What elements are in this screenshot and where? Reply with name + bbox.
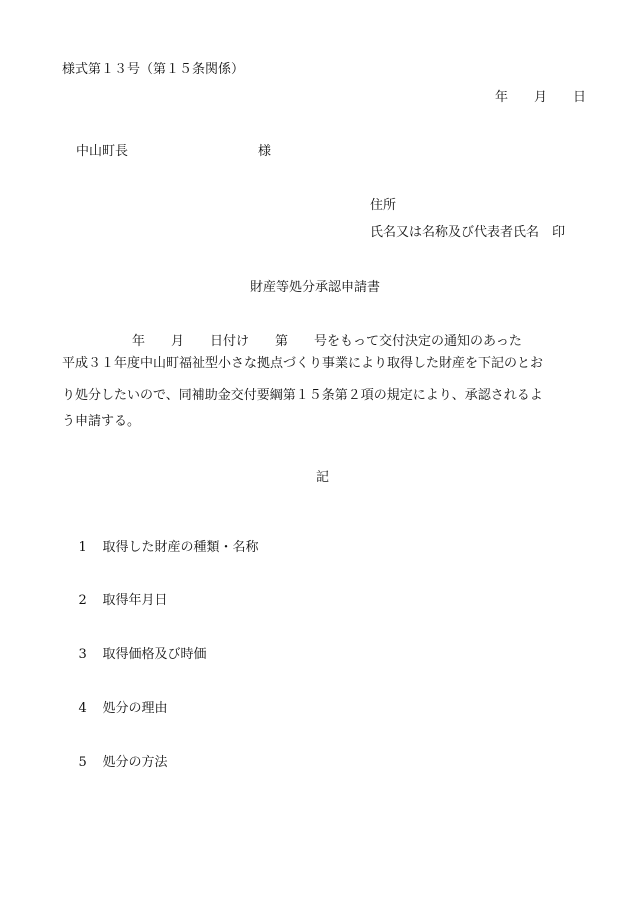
item-label: 取得年月日 — [102, 593, 168, 608]
item-number: 2 — [78, 593, 87, 608]
item-number: 4 — [78, 701, 87, 716]
form-number: 様式第１３号（第１５条関係） — [62, 62, 245, 77]
addressee: 中山町長 様 — [76, 144, 272, 159]
item-label: 処分の理由 — [102, 701, 168, 716]
body-line-1: 年 月 日付け 第 号をもって交付決定の通知のあった — [132, 334, 522, 349]
list-item — [62, 685, 168, 733]
name-label: 氏名又は名称及び代表者氏名 印 — [370, 225, 566, 240]
address-label: 住所 — [370, 198, 397, 213]
list-item — [62, 577, 168, 625]
item-number: 1 — [78, 540, 87, 555]
item-label: 取得価格及び時価 — [102, 647, 207, 662]
document-title: 財産等処分承認申請書 — [249, 280, 380, 295]
item-label: 処分の方法 — [102, 755, 168, 770]
ki-heading: 記 — [316, 470, 330, 485]
list-item — [62, 739, 168, 787]
list-item — [62, 631, 207, 679]
item-label: 取得した財産の種類・名称 — [102, 540, 259, 555]
item-number: 3 — [78, 647, 87, 662]
list-item — [62, 524, 259, 572]
body-line-3: り処分したいので、同補助金交付要綱第１５条第２項の規定により、承認されるよ — [62, 388, 543, 403]
body-line-4: う申請する。 — [62, 414, 141, 429]
date-line: 年 月 日 — [494, 90, 586, 105]
item-number: 5 — [78, 755, 87, 770]
body-line-2: 平成３１年度中山町福祉型小さな拠点づくり事業により取得した財産を下記のとお — [62, 356, 544, 371]
